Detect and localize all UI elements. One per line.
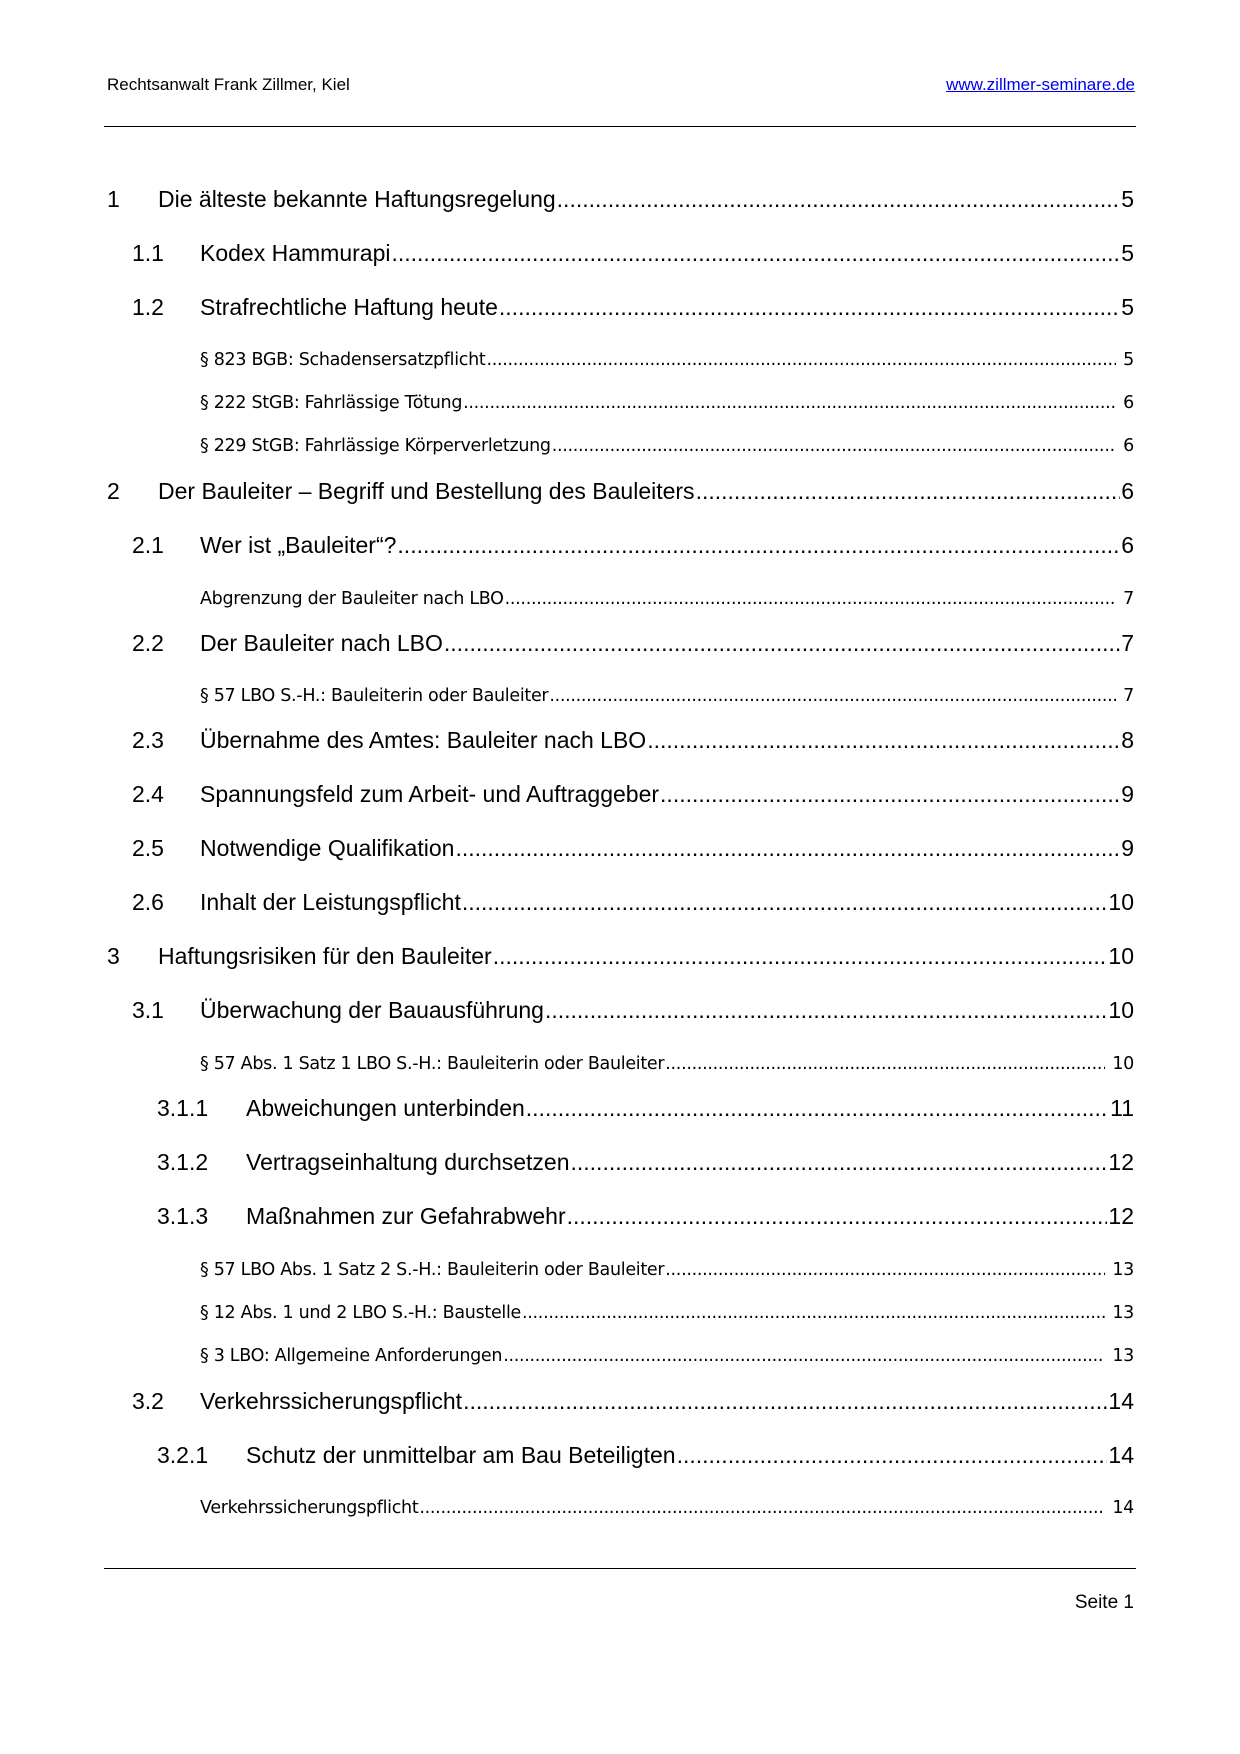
toc-entry-page: 5 — [1123, 350, 1134, 370]
toc-leader — [665, 1054, 1105, 1074]
toc-entry-number: 2.1 — [132, 532, 164, 558]
toc-entry-title: Überwachung der Bauausführung — [200, 997, 544, 1023]
toc-leader — [455, 835, 1120, 862]
toc-entry-title: Der Bauleiter – Begriff und Bestellung des Bauleiters — [158, 478, 695, 504]
toc-entry[interactable] — [200, 1260, 1134, 1280]
toc-leader — [549, 686, 1116, 706]
toc-leader — [463, 1388, 1107, 1415]
toc-entry-page: 13 — [1112, 1346, 1134, 1366]
toc-entry-page: 13 — [1112, 1303, 1134, 1323]
toc-entry-title: § 57 LBO Abs. 1 Satz 2 S.-H.: Bauleiterin oder Bauleiter — [200, 1260, 665, 1280]
toc-entry-title: Wer ist „Bauleiter“? — [200, 532, 397, 558]
toc-entry-page: 7 — [1121, 630, 1134, 656]
toc-entry-number: 3.2.1 — [157, 1442, 209, 1468]
toc-entry-title: § 3 LBO: Allgemeine Anforderungen — [200, 1346, 503, 1366]
toc-leader — [486, 350, 1116, 370]
toc-entry[interactable] — [157, 1442, 1134, 1469]
toc-entry-page: 14 — [1112, 1498, 1134, 1518]
toc-entry-title: Verkehrssicherungspflicht — [200, 1388, 463, 1414]
footer-divider — [104, 1568, 1136, 1569]
toc-entry-title: Notwendige Qualifikation — [200, 835, 455, 861]
toc-leader — [552, 436, 1116, 456]
toc-entry-page: 5 — [1121, 186, 1134, 212]
toc-entry-page: 10 — [1108, 997, 1134, 1023]
toc-entry-page: 13 — [1112, 1260, 1134, 1280]
toc-leader — [505, 589, 1117, 609]
toc-entry[interactable] — [132, 997, 1134, 1024]
toc-entry-title: Strafrechtliche Haftung heute — [200, 294, 498, 320]
toc-entry-title: Abweichungen unterbinden — [246, 1095, 525, 1121]
toc-entry[interactable] — [200, 1346, 1134, 1366]
toc-leader — [391, 240, 1120, 267]
toc-entry-title: § 823 BGB: Schadensersatzpflicht — [200, 350, 486, 370]
toc-leader — [444, 630, 1120, 657]
toc-entry-title: Schutz der unmittelbar am Bau Beteiligten — [246, 1442, 676, 1468]
toc-entry-number: 1.1 — [132, 240, 164, 266]
toc-leader — [647, 727, 1120, 754]
toc-leader — [522, 1303, 1105, 1323]
toc-leader — [499, 294, 1120, 321]
toc-entry[interactable] — [157, 1149, 1134, 1176]
toc-entry-page: 9 — [1121, 835, 1134, 861]
toc-entry-number: 3.1.3 — [157, 1203, 209, 1229]
toc-entry[interactable] — [107, 478, 1134, 505]
toc-entry-title: Der Bauleiter nach LBO — [200, 630, 443, 656]
toc-entry-page: 8 — [1121, 727, 1134, 753]
toc-entry-number: 3.1.2 — [157, 1149, 209, 1175]
toc-entry[interactable] — [132, 727, 1134, 754]
toc-entry[interactable] — [132, 630, 1134, 657]
toc-entry-page: 6 — [1121, 532, 1134, 558]
toc-entry[interactable] — [132, 240, 1134, 267]
toc-entry-number: 3.1.1 — [157, 1095, 209, 1121]
toc-entry[interactable] — [200, 350, 1134, 370]
toc-entry[interactable] — [200, 589, 1134, 609]
toc-entry[interactable] — [200, 436, 1134, 456]
toc-entry[interactable] — [157, 1095, 1134, 1122]
toc-entry-title: § 57 LBO S.-H.: Bauleiterin oder Bauleiter — [200, 686, 549, 706]
toc-leader — [526, 1095, 1109, 1122]
toc-entry[interactable] — [200, 1498, 1134, 1518]
toc-entry-page: 10 — [1108, 889, 1134, 915]
toc-leader — [696, 478, 1121, 505]
toc-entry-number: 1 — [107, 186, 120, 212]
toc-entry[interactable] — [157, 1203, 1134, 1230]
page-number: Seite 1 — [1074, 1592, 1134, 1613]
toc-entry-title: § 57 Abs. 1 Satz 1 LBO S.-H.: Bauleiterin oder Bauleiter — [200, 1054, 665, 1074]
toc-entry-page: 9 — [1121, 781, 1134, 807]
toc-entry-number: 2 — [107, 478, 120, 504]
toc-entry-page: 5 — [1121, 294, 1134, 320]
toc-entry-title: § 229 StGB: Fahrlässige Körperverletzung — [200, 436, 551, 456]
toc-entry[interactable] — [200, 1054, 1134, 1074]
toc-entry-page: 12 — [1108, 1203, 1134, 1229]
toc-entry-title: Verkehrssicherungspflicht — [200, 1498, 419, 1518]
toc-leader — [567, 1203, 1108, 1230]
toc-entry-number: 3 — [107, 943, 120, 969]
toc-leader — [660, 781, 1120, 808]
toc-entry-page: 11 — [1110, 1095, 1134, 1121]
toc-entry-title: § 222 StGB: Fahrlässige Tötung — [200, 393, 463, 413]
toc-entry-number: 1.2 — [132, 294, 164, 320]
toc-entry[interactable] — [132, 781, 1134, 808]
toc-entry-title: Die älteste bekannte Haftungsregelung — [158, 186, 556, 212]
toc-entry-number: 2.3 — [132, 727, 164, 753]
toc-entry-title: Spannungsfeld zum Arbeit- und Auftraggeber — [200, 781, 660, 807]
toc-entry[interactable] — [132, 889, 1134, 916]
toc-entry[interactable] — [200, 686, 1134, 706]
toc-entry-title: Übernahme des Amtes: Bauleiter nach LBO — [200, 727, 647, 753]
toc-leader — [545, 997, 1107, 1024]
toc-entry-number: 2.4 — [132, 781, 164, 807]
toc-entry-number: 2.2 — [132, 630, 164, 656]
toc-entry-page: 7 — [1123, 686, 1134, 706]
toc-entry-number: 2.5 — [132, 835, 164, 861]
toc-entry-page: 7 — [1123, 589, 1134, 609]
toc-entry-title: Abgrenzung der Bauleiter nach LBO — [200, 589, 504, 609]
toc-entry[interactable] — [200, 393, 1134, 413]
toc-entry-number: 2.6 — [132, 889, 164, 915]
toc-leader — [571, 1149, 1108, 1176]
toc-leader — [397, 532, 1120, 559]
toc-leader — [557, 186, 1121, 213]
toc-entry-page: 10 — [1108, 943, 1134, 969]
toc-leader — [493, 943, 1108, 970]
toc-leader — [419, 1498, 1105, 1518]
toc-entry-title: Maßnahmen zur Gefahrabwehr — [246, 1203, 566, 1229]
toc-entry-title: Inhalt der Leistungspflicht — [200, 889, 461, 915]
toc-entry-title: § 12 Abs. 1 und 2 LBO S.-H.: Baustelle — [200, 1303, 522, 1323]
toc-leader — [462, 889, 1108, 916]
toc-entry[interactable] — [107, 943, 1134, 970]
toc-entry[interactable] — [132, 532, 1134, 559]
toc-entry-page: 6 — [1123, 393, 1134, 413]
toc-leader — [503, 1346, 1105, 1366]
toc-entry[interactable] — [132, 835, 1134, 862]
toc-entry-page: 14 — [1108, 1442, 1134, 1468]
toc-entry-page: 10 — [1112, 1054, 1134, 1074]
header-author: Rechtsanwalt Frank Zillmer, Kiel — [107, 75, 350, 94]
toc-leader — [665, 1260, 1105, 1280]
toc-entry[interactable] — [132, 294, 1134, 321]
toc-entry[interactable] — [132, 1388, 1134, 1415]
header-website-link[interactable]: www.zillmer-seminare.de — [946, 75, 1135, 94]
toc-entry-title: Vertragseinhaltung durchsetzen — [246, 1149, 570, 1175]
toc-entry-title: Haftungsrisiken für den Bauleiter — [158, 943, 492, 969]
toc-entry[interactable] — [107, 186, 1134, 213]
toc-entry-page: 14 — [1108, 1388, 1134, 1414]
toc-entry-page: 12 — [1108, 1149, 1134, 1175]
toc-entry-title: Kodex Hammurapi — [200, 240, 391, 266]
toc-entry-page: 5 — [1121, 240, 1134, 266]
toc-leader — [677, 1442, 1108, 1469]
toc-entry-number: 3.1 — [132, 997, 164, 1023]
toc-entry-number: 3.2 — [132, 1388, 164, 1414]
toc-leader — [463, 393, 1116, 413]
toc-entry-page: 6 — [1121, 478, 1134, 504]
toc-entry-page: 6 — [1123, 436, 1134, 456]
toc-entry[interactable] — [200, 1303, 1134, 1323]
